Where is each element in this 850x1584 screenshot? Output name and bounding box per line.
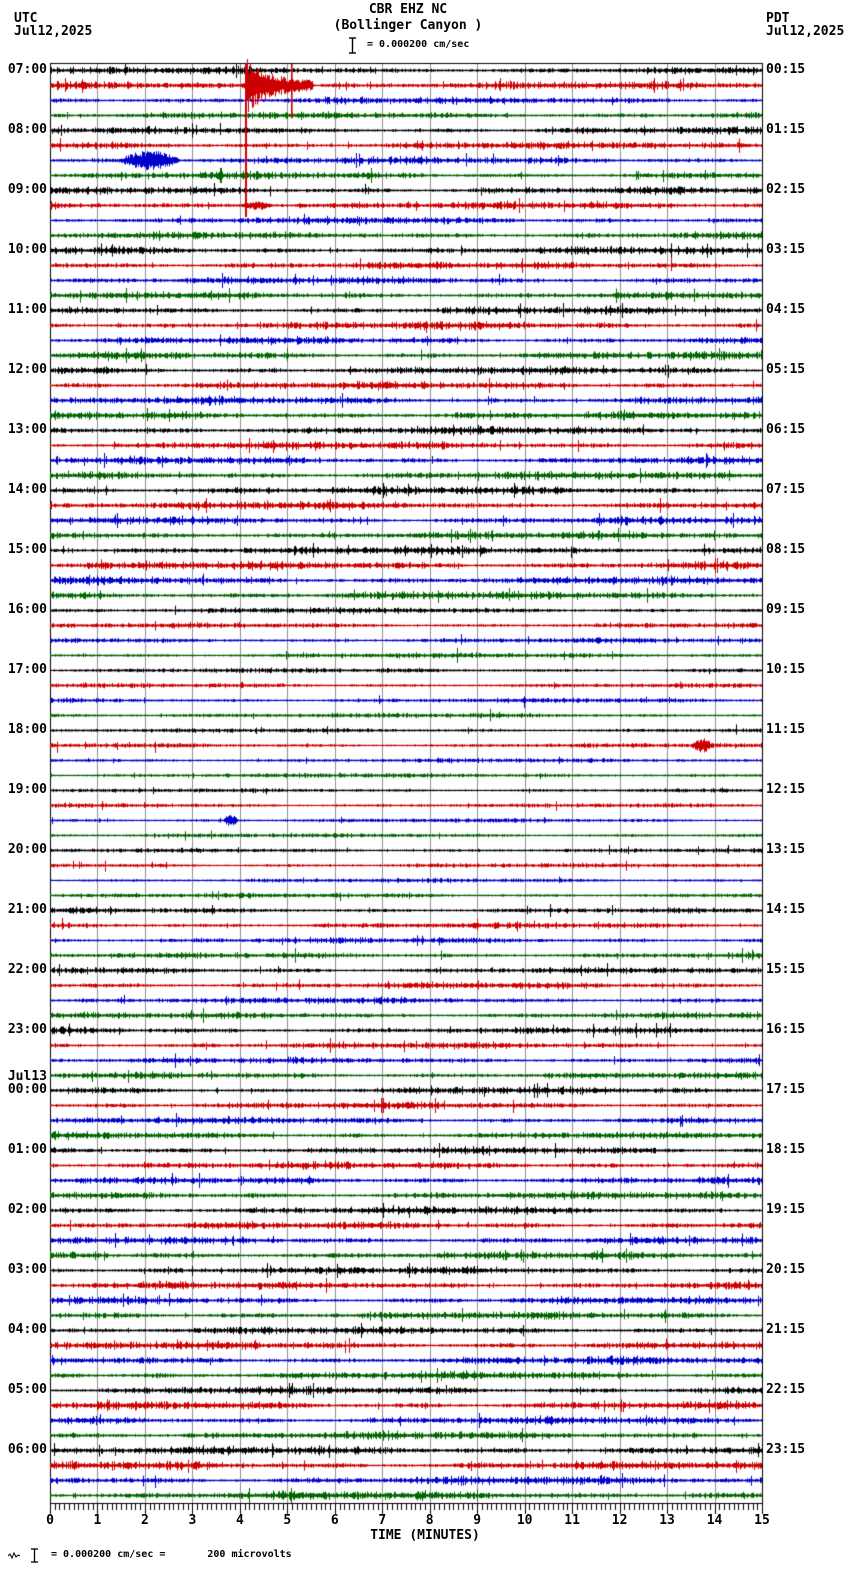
utc-hour-label: 02:00 <box>7 1202 47 1217</box>
utc-hour-label: 18:00 <box>7 722 47 737</box>
utc-hour-label: 04:00 <box>7 1322 47 1337</box>
pdt-hour-label: 09:15 <box>766 602 806 617</box>
page-title: CBR EHZ NC <box>368 2 448 17</box>
utc-hour-label: 07:00 <box>7 62 47 77</box>
x-axis-tick-label: 15 <box>754 1513 770 1528</box>
utc-hour-label: 09:00 <box>7 182 47 197</box>
pdt-hour-label: 03:15 <box>766 242 806 257</box>
date-change-label: Jul13 <box>7 1069 47 1084</box>
utc-hour-label: 05:00 <box>7 1382 47 1397</box>
utc-date-label: Jul12,2025 <box>14 24 93 39</box>
utc-hour-label: 22:00 <box>7 962 47 977</box>
pdt-hour-label: 17:15 <box>766 1082 806 1097</box>
pdt-hour-label: 12:15 <box>766 782 806 797</box>
pdt-hour-label: 11:15 <box>766 722 806 737</box>
x-axis-tick-label: 4 <box>235 1513 244 1528</box>
pdt-hour-label: 16:15 <box>766 1022 806 1037</box>
utc-tz-label: UTC <box>14 11 38 26</box>
utc-hour-label: 03:00 <box>7 1262 47 1277</box>
utc-hour-label: 01:00 <box>7 1142 47 1157</box>
pdt-hour-label: 13:15 <box>766 842 806 857</box>
utc-hour-label: 08:00 <box>7 122 47 137</box>
footer-microvolts-text: 200 microvolts <box>207 1549 292 1560</box>
pdt-hour-label: 10:15 <box>766 662 806 677</box>
utc-hour-label: 15:00 <box>7 542 47 557</box>
pdt-hour-label: 01:15 <box>766 122 806 137</box>
utc-hour-label: 12:00 <box>7 362 47 377</box>
x-axis-tick-label: 10 <box>516 1513 533 1528</box>
pdt-hour-label: 19:15 <box>766 1202 806 1217</box>
x-axis-tick-label: 6 <box>330 1513 339 1528</box>
x-axis-tick-label: 5 <box>283 1513 292 1528</box>
pdt-hour-label: 05:15 <box>766 362 806 377</box>
scale-bar-icon <box>348 37 357 54</box>
pdt-hour-label: 18:15 <box>766 1142 806 1157</box>
pdt-hour-label: 04:15 <box>766 302 806 317</box>
utc-hour-label: 14:00 <box>7 482 47 497</box>
x-axis-tick-label: 9 <box>473 1513 482 1528</box>
footer-scale-text: = 0.000200 cm/sec = <box>51 1549 166 1560</box>
pdt-hour-label: 14:15 <box>766 902 806 917</box>
x-axis-tick-label: 11 <box>564 1513 580 1528</box>
utc-header <box>14 12 92 38</box>
utc-hour-label: 16:00 <box>7 602 47 617</box>
scale-legend-text: = 0.000200 cm/sec <box>367 39 470 50</box>
x-axis-tick-label: 7 <box>378 1513 387 1528</box>
scale-bar-icon <box>30 1548 39 1563</box>
utc-hour-label: 11:00 <box>7 302 47 317</box>
pdt-hour-label: 02:15 <box>766 182 806 197</box>
x-axis-tick-label: 13 <box>659 1513 675 1528</box>
pdt-tz-label: PDT <box>766 11 790 26</box>
x-axis-tick-label: 0 <box>46 1513 54 1528</box>
utc-hour-label: 06:00 <box>7 1442 47 1457</box>
utc-hour-label: 17:00 <box>7 662 47 677</box>
station-subtitle: (Bollinger Canyon ) <box>333 18 483 33</box>
pdt-hour-label: 08:15 <box>766 542 806 557</box>
utc-hour-label: 00:00 <box>7 1082 47 1097</box>
pdt-hour-label: 21:15 <box>766 1322 806 1337</box>
x-axis-tick-label: 12 <box>611 1513 628 1528</box>
pdt-date-label: Jul12,2025 <box>766 24 845 39</box>
scale-legend <box>348 36 469 54</box>
pdt-hour-label: 06:15 <box>766 422 806 437</box>
x-axis-tick-label: 1 <box>93 1513 102 1528</box>
utc-hour-label: 13:00 <box>7 422 47 437</box>
utc-hour-label: 23:00 <box>7 1022 47 1037</box>
waveform-icon <box>8 1551 20 1560</box>
pdt-hour-label: 15:15 <box>766 962 806 977</box>
pdt-header <box>766 12 844 38</box>
utc-hour-label: 20:00 <box>7 842 47 857</box>
pdt-hour-label: 00:15 <box>766 62 806 77</box>
x-axis-tick-label: 3 <box>188 1513 197 1528</box>
x-axis-tick-label: 14 <box>706 1513 723 1528</box>
pdt-hour-label: 20:15 <box>766 1262 806 1277</box>
utc-hour-label: 19:00 <box>7 782 47 797</box>
x-axis-title: TIME (MINUTES) <box>370 1528 480 1543</box>
x-axis-tick-label: 8 <box>425 1513 434 1528</box>
utc-hour-label: 10:00 <box>7 242 47 257</box>
pdt-hour-label: 23:15 <box>766 1442 806 1457</box>
x-axis-tick-label: 2 <box>141 1513 149 1528</box>
utc-hour-label: 21:00 <box>7 902 47 917</box>
pdt-hour-label: 07:15 <box>766 482 806 497</box>
pdt-hour-label: 22:15 <box>766 1382 806 1397</box>
footer-scale-legend <box>8 1546 292 1564</box>
